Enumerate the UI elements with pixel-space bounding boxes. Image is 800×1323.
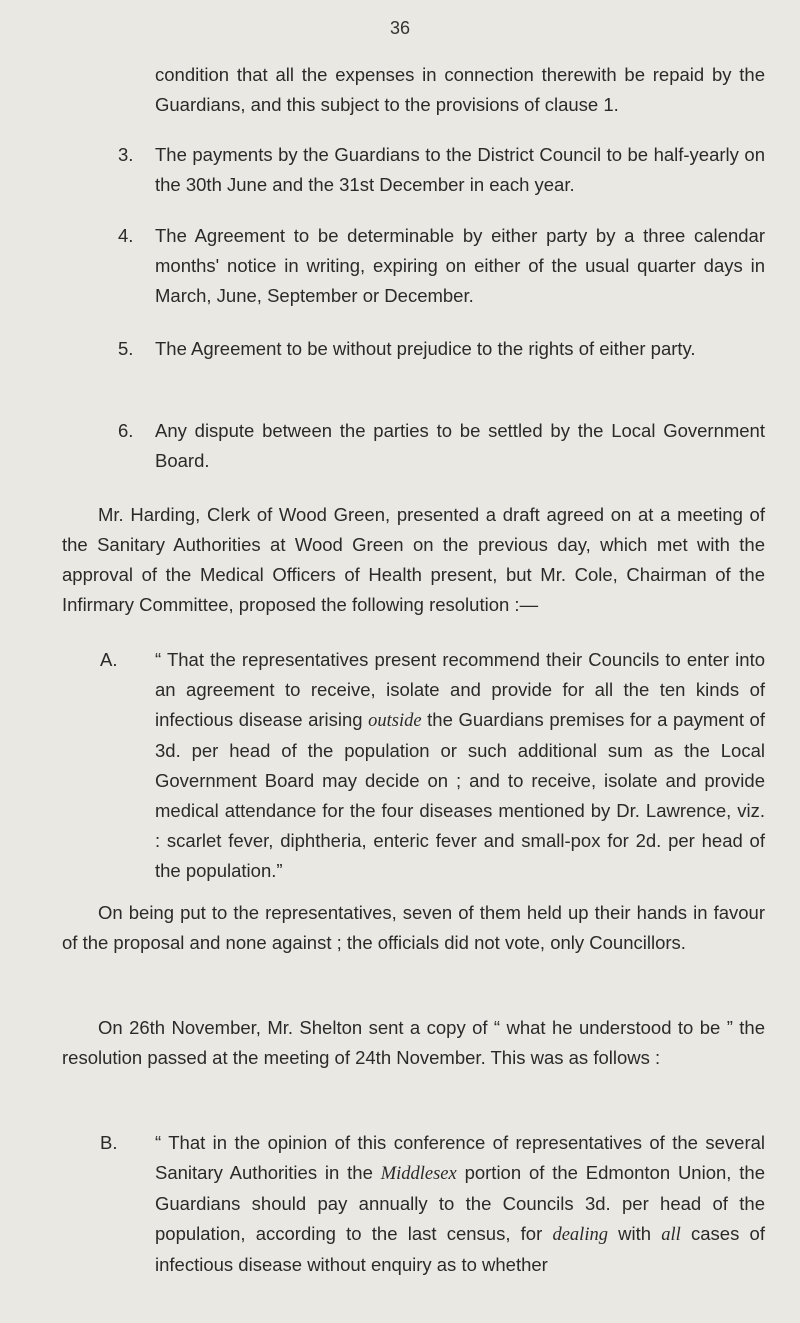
- resolution-a-emphasis: outside: [368, 711, 422, 731]
- clause-text: The Agreement to be without prejudice to the rights of either party.: [155, 338, 696, 359]
- continuation-paragraph: condition that all the expenses in connection therewith be repaid by the Guardians, and this subject to the provisions of clause 1.: [155, 64, 765, 115]
- resolution-a-text: [155, 645, 765, 886]
- resolution-b-emphasis: dealing: [552, 1225, 608, 1245]
- resolution-a-part: “ That the representatives present recommend their Councils to enter into an agreement to receive, isolate and provide for all the ten kinds of infectious disease arising: [155, 649, 765, 730]
- resolution-b-part: portion of the Edmonton Union, the Guardians should pay annually to the Councils 3d. per head of the population, according to the last census, for: [155, 1162, 765, 1244]
- clause-number: 4.: [118, 225, 134, 246]
- clause-text: Any dispute between the parties to be settled by the Local Government Board.: [155, 420, 765, 471]
- clause-text: The payments by the Guardians to the District Council to be half-yearly on the 30th June and the 31st December in each year.: [155, 144, 765, 195]
- resolution-b-part: cases of infectious disease without enquiry as to whether: [155, 1223, 765, 1275]
- resolution-label: A.: [100, 649, 118, 670]
- resolution-b-part: “ That in the opinion of this conference of representatives of the several Sanitary Authorities in the: [155, 1132, 765, 1183]
- resolution-label: B.: [100, 1132, 118, 1153]
- resolution-b-emphasis: all: [661, 1225, 681, 1245]
- shelton-paragraph: On 26th November, Mr. Shelton sent a copy of “ what he understood to be ” the resolution passed at the meeting of 24th November. This was as follows :: [62, 1017, 765, 1068]
- clause-number: 3.: [118, 144, 134, 165]
- clause-number: 5.: [118, 338, 134, 359]
- resolution-b-emphasis: Middlesex: [380, 1164, 457, 1184]
- resolution-b-text: [155, 1128, 765, 1280]
- clause-text: The Agreement to be determinable by either party by a three calendar months' notice in writing, expiring on either of the usual quarter days in March, June, September or December.: [155, 225, 765, 306]
- page-number: 36: [389, 18, 411, 38]
- vote-paragraph: On being put to the representatives, seven of them held up their hands in favour of the proposal and none against ; the officials did not vote, only Councillors.: [62, 902, 765, 953]
- resolution-a-part: the Guardians premises for a payment of 3d. per head of the population or such additional sum as the Local Government Board may decide on ; and to receive, isolate and provide medical attendance for the four diseases mentioned by Dr. Lawrence, viz. : scarlet fever, diphtheria, enteric fever and small-pox for 2d. per head of the population.”: [155, 709, 765, 881]
- resolution-b-part: with: [607, 1223, 662, 1244]
- clause-number: 6.: [118, 420, 134, 441]
- harding-paragraph: Mr. Harding, Clerk of Wood Green, presented a draft agreed on at a meeting of the Sanitary Authorities at Wood Green on the previous day, which met with the approval of the Medical Officers of Health present, but Mr. Cole, Chairman of the Infirmary Committee, proposed the following resolution :—: [62, 504, 765, 615]
